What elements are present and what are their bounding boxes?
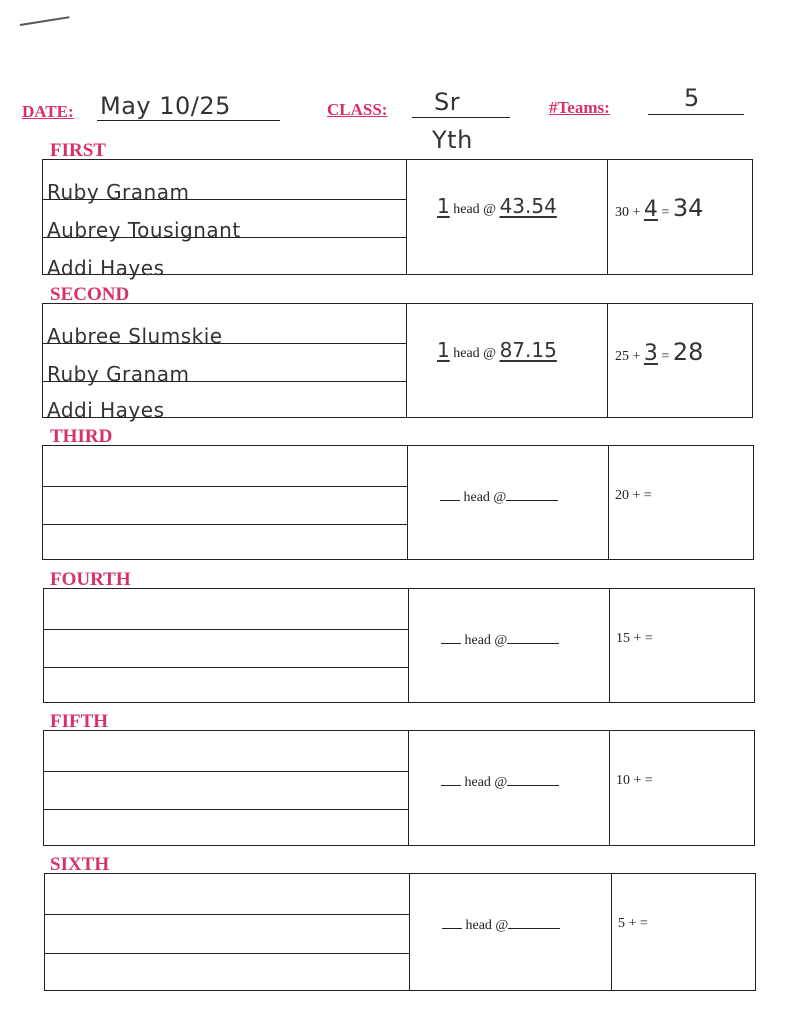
- equals-sign: =: [639, 916, 648, 931]
- section-table-fourth: [43, 588, 755, 703]
- equals-sign: =: [643, 488, 652, 503]
- stray-pen-mark: [20, 16, 70, 26]
- column-divider: [409, 874, 410, 990]
- heads-blank: [441, 773, 461, 786]
- section-title-fifth: FIFTH: [50, 711, 109, 732]
- column-divider: [407, 446, 408, 559]
- heads-count: 1: [437, 338, 450, 362]
- head-time-cell: [440, 488, 558, 506]
- column-divider: [609, 589, 610, 702]
- base-points: 10 +: [616, 773, 642, 788]
- head-label: head @: [465, 918, 509, 933]
- row-divider: [44, 667, 408, 668]
- class-value: Sr: [434, 88, 461, 116]
- heads-blank: [442, 916, 462, 929]
- head-label: head @: [464, 775, 508, 790]
- teams-value: 5: [684, 84, 700, 112]
- points-cell: [616, 773, 653, 789]
- date-label: DATE:: [22, 102, 74, 121]
- head-label: head @: [463, 490, 507, 505]
- head-time-cell: [441, 631, 559, 649]
- column-divider: [406, 160, 407, 274]
- points-cell: [615, 488, 652, 504]
- column-divider: [611, 874, 612, 990]
- date-value: May 10/25: [100, 92, 231, 120]
- head-time-cell: [437, 194, 557, 218]
- section-title-third: THIRD: [50, 426, 113, 447]
- row-divider: [43, 524, 407, 525]
- time-blank: [507, 773, 559, 786]
- teams-underline: [648, 114, 744, 115]
- team-member-name: Ruby Granam: [47, 362, 190, 386]
- equals-sign: =: [661, 349, 670, 364]
- time-blank: [507, 631, 559, 644]
- head-time-cell: [437, 338, 557, 362]
- row-divider: [44, 771, 408, 772]
- bonus-points: 4: [643, 197, 658, 222]
- team-member-name: Aubree Slumskie: [47, 324, 223, 348]
- points-cell: [615, 194, 703, 222]
- time-value: 43.54: [499, 194, 557, 218]
- row-divider: [45, 953, 409, 954]
- section-table-sixth: [44, 873, 756, 991]
- base-points: 15 +: [616, 631, 642, 646]
- team-member-name: Aubrey Tousignant: [47, 218, 241, 242]
- time-blank: [506, 488, 558, 501]
- team-member-name: Ruby Granam: [47, 180, 190, 204]
- head-time-cell: [441, 773, 559, 791]
- section-table-third: [42, 445, 754, 560]
- section-title-second: SECOND: [50, 284, 130, 305]
- class-underline: [412, 117, 510, 118]
- section-title-fourth: FOURTH: [50, 569, 131, 590]
- time-blank: [508, 916, 560, 929]
- row-divider: [44, 809, 408, 810]
- column-divider: [608, 446, 609, 559]
- class-label: CLASS:: [327, 100, 388, 119]
- points-cell: [616, 631, 653, 647]
- head-label: head @: [464, 633, 508, 648]
- points-cell: [618, 916, 648, 932]
- head-label: head @: [453, 346, 497, 361]
- section-table-first: [42, 159, 753, 280]
- total-points: 28: [672, 338, 704, 366]
- row-divider: [45, 914, 409, 915]
- heads-blank: [441, 631, 461, 644]
- points-cell: [615, 338, 703, 366]
- equals-sign: =: [661, 205, 670, 220]
- section-table-fifth: [43, 730, 755, 846]
- column-divider: [607, 160, 608, 274]
- row-divider: [44, 629, 408, 630]
- column-divider: [607, 304, 608, 417]
- head-time-cell: [442, 916, 560, 934]
- teams-label: #Teams:: [549, 98, 610, 117]
- column-divider: [408, 731, 409, 845]
- date-underline: [97, 120, 280, 121]
- class-value-2: Yth: [432, 126, 473, 154]
- column-divider: [406, 304, 407, 417]
- row-divider: [43, 486, 407, 487]
- total-points: 34: [672, 194, 704, 222]
- section-table-second: [42, 303, 753, 422]
- column-divider: [609, 731, 610, 845]
- column-divider: [408, 589, 409, 702]
- base-points: 30 +: [615, 205, 641, 220]
- base-points: 25 +: [615, 349, 641, 364]
- team-member-name: Addi Hayes: [47, 398, 165, 422]
- section-title-first: FIRST: [50, 140, 106, 161]
- section-title-sixth: SIXTH: [50, 854, 110, 875]
- head-label: head @: [453, 202, 497, 217]
- base-points: 5 +: [618, 916, 637, 931]
- heads-blank: [440, 488, 460, 501]
- team-member-name: Addi Hayes: [47, 256, 165, 280]
- heads-count: 1: [437, 194, 450, 218]
- equals-sign: =: [644, 631, 653, 646]
- bonus-points: 3: [643, 341, 658, 366]
- base-points: 20 +: [615, 488, 641, 503]
- time-value: 87.15: [499, 338, 557, 362]
- equals-sign: =: [644, 773, 653, 788]
